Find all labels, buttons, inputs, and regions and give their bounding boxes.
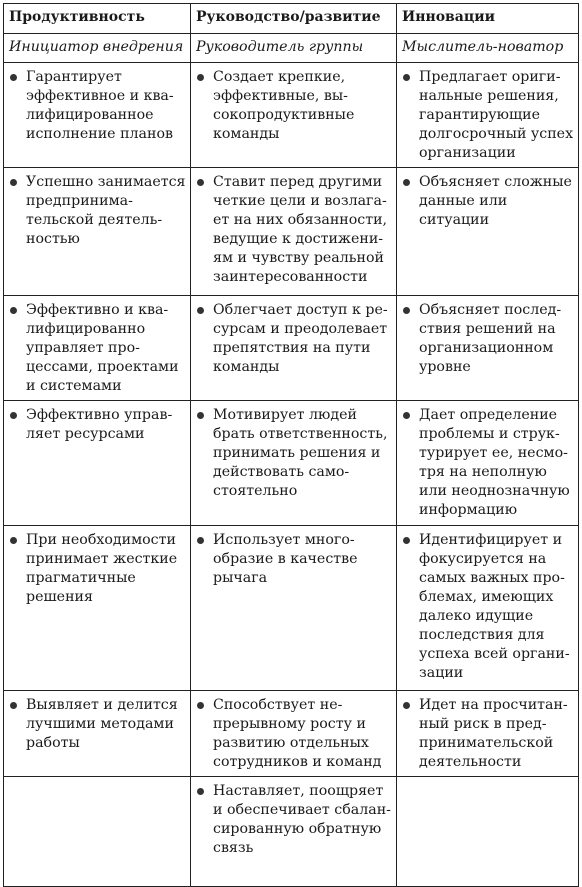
table-cell <box>191 401 397 526</box>
table-row <box>4 526 579 691</box>
bullet-icon <box>197 179 204 186</box>
bullet-icon <box>197 788 204 795</box>
table-cell <box>397 63 579 168</box>
table-row <box>4 63 579 168</box>
table-row <box>4 168 579 296</box>
list-item <box>196 173 392 287</box>
table-cell <box>397 526 579 691</box>
bullet-icon <box>403 307 410 314</box>
header-innovation: Инновации <box>397 4 579 34</box>
table-cell <box>191 691 397 777</box>
table-cell <box>191 526 397 691</box>
list-item-text: Предлагает оригинальные решения, гарантирующие долгосрочный успех организации <box>419 69 574 161</box>
table-cell <box>191 296 397 401</box>
list-item <box>196 696 392 772</box>
bullet-icon <box>197 74 204 81</box>
list-item <box>9 173 186 249</box>
list-item-text: Идентифицирует и фокусируется на самых важных проблемах, имеющих далеко идущие последствия для успеха всей организации <box>419 532 570 681</box>
list-item <box>9 68 186 144</box>
table-cell <box>4 691 191 777</box>
bullet-icon <box>10 179 17 186</box>
list-item <box>9 531 186 607</box>
bullet-icon <box>10 412 17 419</box>
bullet-icon <box>197 307 204 314</box>
list-item-text: Дает определение проблемы и структурирует ее, несмотря на неполную или неоднозначную информацию <box>419 407 570 518</box>
table-row <box>4 296 579 401</box>
role-leadership: Руководитель группы <box>191 34 397 63</box>
list-item-text: Облегчает доступ к ресурсам и преодолевает препятствия на пути команды <box>213 302 388 375</box>
list-item-text: Объясняет последствия решений на организационном уровне <box>419 302 562 375</box>
bullet-icon <box>403 179 410 186</box>
list-item <box>9 301 186 396</box>
bullet-icon <box>403 702 410 709</box>
table-cell <box>191 777 397 887</box>
bullet-icon <box>197 537 204 544</box>
list-item-text: Гарантирует эффективное и квалифицированное исполнение планов <box>26 69 174 142</box>
list-item-text: Способствует непрерывному росту и развитию отдельных сотрудников и команд <box>213 697 382 770</box>
header-leadership: Руководство/развитие <box>191 4 397 34</box>
header-row <box>4 4 579 34</box>
table-cell <box>397 401 579 526</box>
list-item-text: Создает крепкие, эффективные, высокопродуктивные команды <box>213 69 355 142</box>
list-item-text: Объясняет сложные данные или ситуации <box>419 174 572 228</box>
table-cell <box>191 63 397 168</box>
table-row <box>4 777 579 887</box>
table-cell <box>397 777 579 887</box>
table-row <box>4 401 579 526</box>
list-item <box>9 406 186 444</box>
table-cell <box>4 526 191 691</box>
list-item-text: Ставит перед другими четкие цели и возлагает на них обязанности, ведущие к достижениям и чувству реальной заинтересованности <box>213 174 388 285</box>
bullet-icon <box>10 74 17 81</box>
list-item <box>402 696 574 772</box>
bullet-icon <box>10 702 17 709</box>
list-item <box>402 68 574 163</box>
list-item <box>9 696 186 753</box>
table-cell <box>4 63 191 168</box>
list-item <box>402 531 574 683</box>
competency-table <box>3 3 579 887</box>
table-cell <box>4 296 191 401</box>
table-cell <box>397 691 579 777</box>
role-row <box>4 34 579 63</box>
list-item <box>402 406 574 520</box>
list-item-text: При необходимости принимает жесткие прагматичные решения <box>26 532 178 605</box>
table-cell <box>4 777 191 887</box>
list-item <box>402 173 574 230</box>
list-item <box>196 782 392 858</box>
list-item-text: Эффективно и квалифицированно управляет процессами, проектами и системами <box>26 302 179 394</box>
table-cell <box>4 168 191 296</box>
list-item-text: Использует многообразие в качестве рычага <box>213 532 358 586</box>
bullet-icon <box>403 412 410 419</box>
list-item-text: Наставляет, поощряет и обеспечивает сбалансированную обратную связь <box>213 783 391 856</box>
bullet-icon <box>403 74 410 81</box>
role-productivity: Инициатор внедрения <box>4 34 191 63</box>
list-item <box>196 531 392 588</box>
list-item-text: Эффективно управляет ресурсами <box>26 407 173 442</box>
table-row <box>4 691 579 777</box>
list-item <box>402 301 574 377</box>
role-innovation: Мыслитель-новатор <box>397 34 579 63</box>
table-cell <box>397 296 579 401</box>
list-item-text: Выявляет и делится лучшими методами работы <box>26 697 178 751</box>
header-productivity: Продуктивность <box>4 4 191 34</box>
bullet-icon <box>197 412 204 419</box>
list-item-text: Мотивирует людей брать ответственность, принимать решения и действовать самостоятельно <box>213 407 388 499</box>
list-item <box>196 68 392 144</box>
bullet-icon <box>403 537 410 544</box>
list-item <box>196 406 392 501</box>
bullet-icon <box>10 307 17 314</box>
list-item-text: Идет на просчитанный риск в предпринимательской деятельности <box>419 697 568 770</box>
list-item-text: Успешно занимается предпринимательской деятельностью <box>26 174 186 247</box>
bullet-icon <box>197 702 204 709</box>
table-cell <box>397 168 579 296</box>
table-cell <box>4 401 191 526</box>
bullet-icon <box>10 537 17 544</box>
list-item <box>196 301 392 377</box>
table-cell <box>191 168 397 296</box>
